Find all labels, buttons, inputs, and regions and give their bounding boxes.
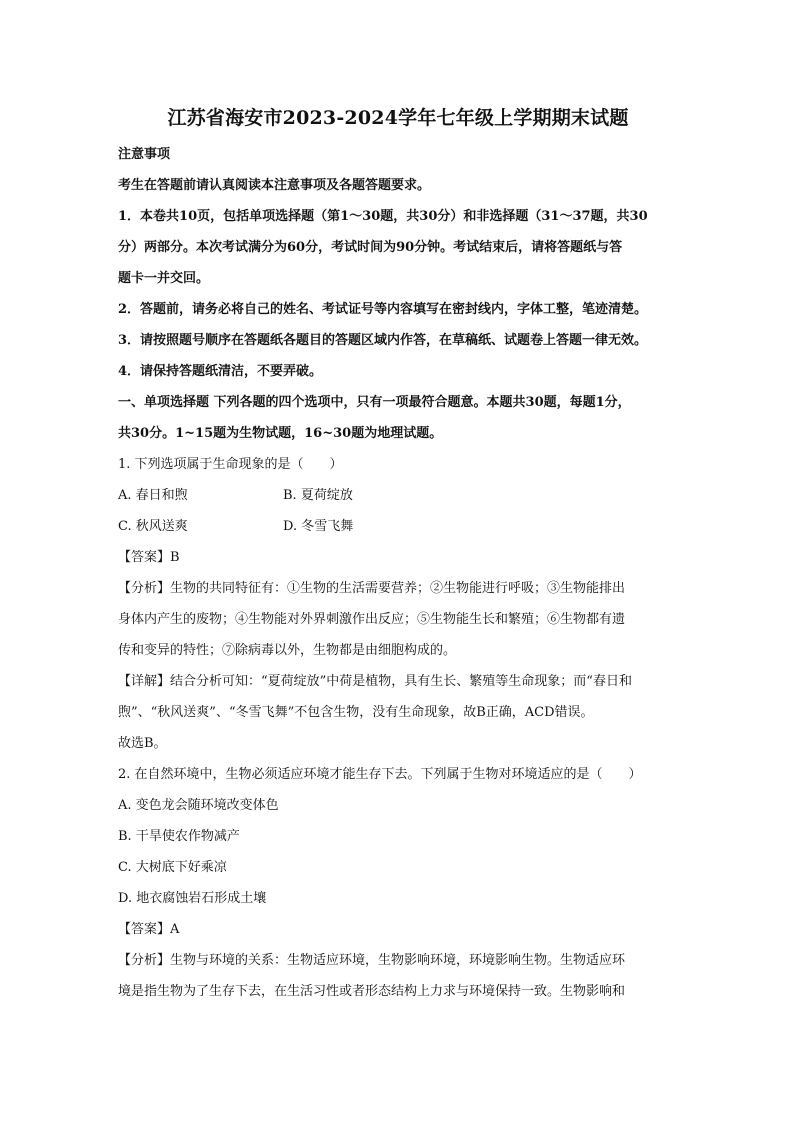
question-2-stem: 2. 在自然环境中，生物必须适应环境才能生存下去。下列属于生物对环境适应的是（ ） bbox=[118, 767, 642, 782]
notice-section bbox=[118, 139, 678, 387]
question-2-option-d: D. 地衣腐蚀岩石形成土壤 bbox=[118, 891, 267, 906]
document-page bbox=[118, 0, 678, 1007]
question-2-analysis-line-2: 境是指生物为了生存下去，在生活习性或者形态结构上力求与环境保持一致。生物影响和 bbox=[118, 984, 626, 999]
notice-item-1-line-1: 1．本卷共10页，包括单项选择题（第1～30题，共30分）和非选择题（31～37题，共30 bbox=[118, 209, 648, 224]
section-1-line-2: 共30分。1~15题为生物试题，16~30题为地理试题。 bbox=[118, 426, 443, 441]
question-1-option-d: D. 冬雪飞舞 bbox=[283, 519, 354, 534]
question-1-option-c: C. 秋风送爽 bbox=[118, 519, 188, 534]
question-1-conclusion: 故选B。 bbox=[118, 736, 167, 751]
question-1-analysis-line-2: 身体内产生的废物；④生物能对外界刺激作出反应；⑤生物能生长和繁殖；⑥生物都有遗 bbox=[118, 612, 626, 627]
question-2 bbox=[118, 759, 678, 1007]
question-1 bbox=[118, 449, 678, 759]
question-2-analysis-line-1: 【分析】生物与环境的关系：生物适应环境，生物影响环境，环境影响生物。生物适应环 bbox=[118, 953, 626, 968]
question-1-detail-line-2: 煦”、“秋风送爽”、“冬雪飞舞”不包含生物，没有生命现象，故B正确，ACD错误。 bbox=[118, 705, 594, 720]
question-2-answer: 【答案】A bbox=[118, 922, 180, 937]
notice-item-4: 4．请保持答题纸清洁，不要弄破。 bbox=[118, 364, 323, 379]
question-1-answer: 【答案】B bbox=[118, 550, 180, 565]
notice-intro: 考生在答题前请认真阅读本注意事项及各题答题要求。 bbox=[118, 178, 431, 193]
question-1-analysis-line-3: 传和变异的特性；⑦除病毒以外，生物都是由细胞构成的。 bbox=[118, 643, 457, 658]
question-1-detail-line-1: 【详解】结合分析可知：“夏荷绽放”中荷是植物，具有生长、繁殖等生命现象；而“春日和 bbox=[118, 674, 632, 689]
question-1-options-row-1 bbox=[118, 480, 678, 511]
section-1-line-1: 一、单项选择题 下列各题的四个选项中，只有一项最符合题意。本题共30题，每题1分， bbox=[118, 395, 631, 410]
question-2-option-b: B. 干旱使农作物减产 bbox=[118, 829, 240, 844]
question-1-analysis-line-1: 【分析】生物的共同特征有：①生物的生活需要营养；②生物能进行呼吸；③生物能排出 bbox=[118, 581, 626, 596]
notice-item-3: 3．请按照题号顺序在答题纸各题目的答题区域内作答，在草稿纸、试题卷上答题一律无效。 bbox=[118, 333, 648, 348]
notice-heading: 注意事项 bbox=[118, 147, 171, 162]
notice-item-1-line-3: 题卡一并交回。 bbox=[118, 271, 210, 286]
section-1-heading bbox=[118, 387, 678, 449]
question-1-options-row-2 bbox=[118, 511, 678, 542]
question-2-option-c: C. 大树底下好乘凉 bbox=[118, 860, 227, 875]
question-1-option-b: B. 夏荷绽放 bbox=[283, 488, 353, 503]
question-2-option-a: A. 变色龙会随环境改变体色 bbox=[118, 798, 279, 813]
notice-item-2: 2．答题前，请务必将自己的姓名、考试证号等内容填写在密封线内，字体工整，笔迹清楚。 bbox=[118, 302, 648, 317]
question-1-option-a: A. 春日和煦 bbox=[118, 488, 188, 503]
notice-item-1-line-2: 分）两部分。本次考试满分为60分，考试时间为90分钟。考试结束后，请将答题纸与答 bbox=[118, 240, 623, 255]
page-title: 江苏省海安市2023-2024学年七年级上学期期末试题 bbox=[167, 107, 629, 129]
question-1-stem: 1. 下列选项属于生命现象的是（ ） bbox=[118, 457, 343, 472]
